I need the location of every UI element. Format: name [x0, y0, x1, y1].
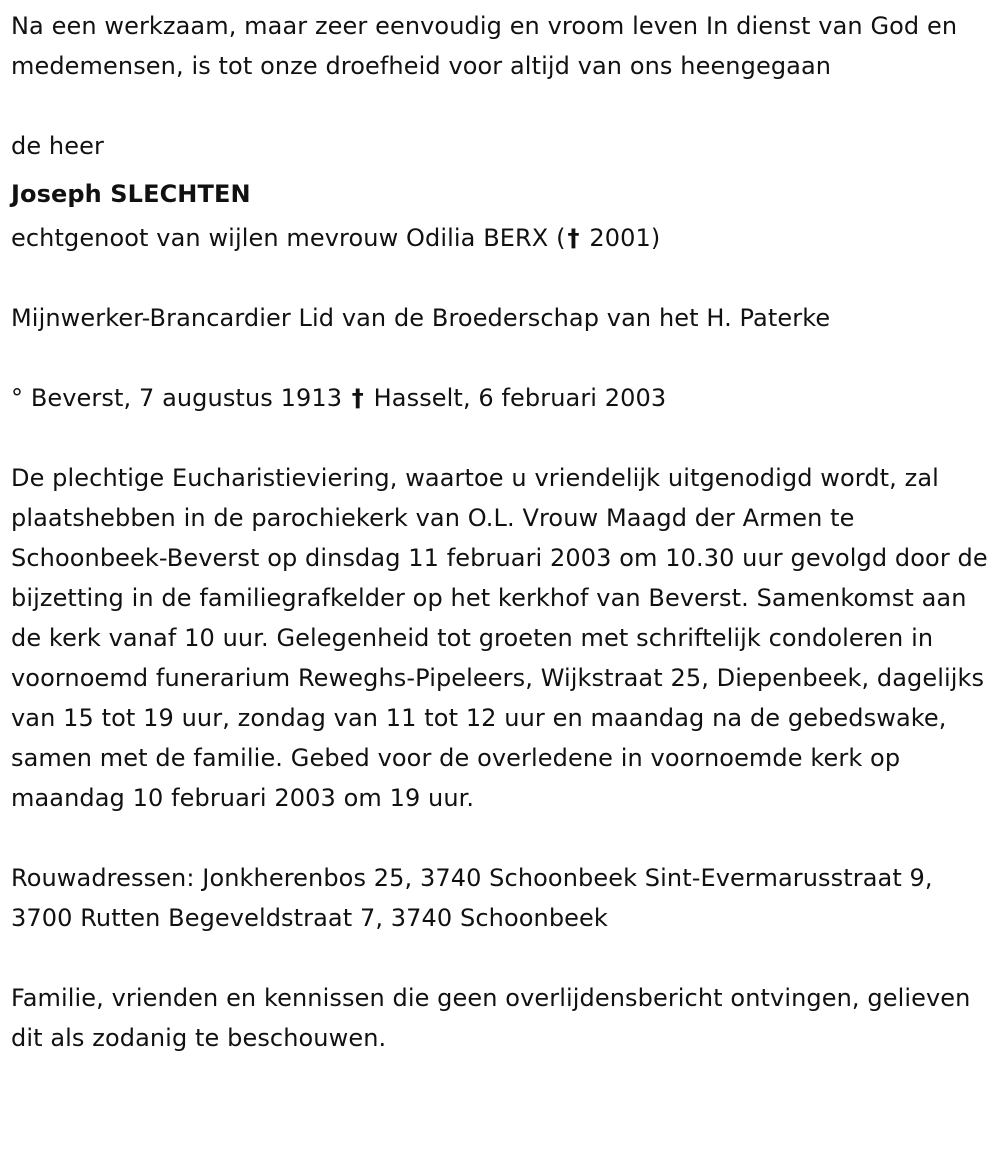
addresses-text: Rouwadressen: Jonkherenbos 25, 3740 Schoonbeek Sint-Evermarusstraat 9, 3700 Rutten Begeveldstraat 7, 3740 Schoonbeek [11, 864, 933, 932]
death-notice [11, 6, 991, 1058]
ceremony-text: De plechtige Eucharistieviering, waartoe u vriendelijk uitgenodigd wordt, zal plaatshebben in de parochiekerk van O.L. Vrouw Maagd der Armen te Schoonbeek-Beverst op dinsdag 11 februari 2003 om 10.30 uur gevolgd door de bijzetting in de familiegrafkelder op het kerkhof van Beverst. Samenkomst aan de kerk vanaf 10 uur. Gelegenheid tot groeten met schriftelijk condoleren in voornoemd funerarium Reweghs-Pipeleers, Wijkstraat 25, Diepenbeek, dagelijks van 15 tot 19 uur, zondag van 11 tot 12 uur en maandag na de gebedswake, samen met de familie. Gebed voor de overledene in voornoemde kerk op maandag 10 februari 2003 om 19 uur. [11, 464, 988, 812]
birth-text: ° Beverst, 7 augustus 1913 [11, 384, 350, 412]
cross-icon: † [351, 384, 364, 412]
spacer [11, 86, 991, 126]
deceased-name: Joseph SLECHTEN [11, 180, 251, 208]
spacer [11, 938, 991, 978]
death-text: Hasselt, 6 februari 2003 [365, 384, 667, 412]
spacer [11, 818, 991, 858]
spacer [11, 258, 991, 298]
spacer [11, 418, 991, 458]
spouse-line [11, 218, 991, 258]
salutation: de heer [11, 132, 104, 160]
spouse-prefix: echtgenoot van wijlen mevrouw Odilia BERX ( [11, 224, 566, 252]
occupation-text: Mijnwerker-Brancardier Lid van de Broederschap van het H. Paterke [11, 304, 831, 332]
spouse-suffix: 2001) [581, 224, 661, 252]
dates-line [11, 378, 991, 418]
spacer [11, 338, 991, 378]
intro-text: Na een werkzaam, maar zeer eenvoudig en vroom leven In dienst van God en medemensen, is tot onze droefheid voor altijd van ons heengegaan [11, 12, 958, 80]
cross-icon: † [567, 224, 580, 252]
closing-text: Familie, vrienden en kennissen die geen overlijdensbericht ontvingen, gelieven dit als zodanig te beschouwen. [11, 984, 971, 1052]
